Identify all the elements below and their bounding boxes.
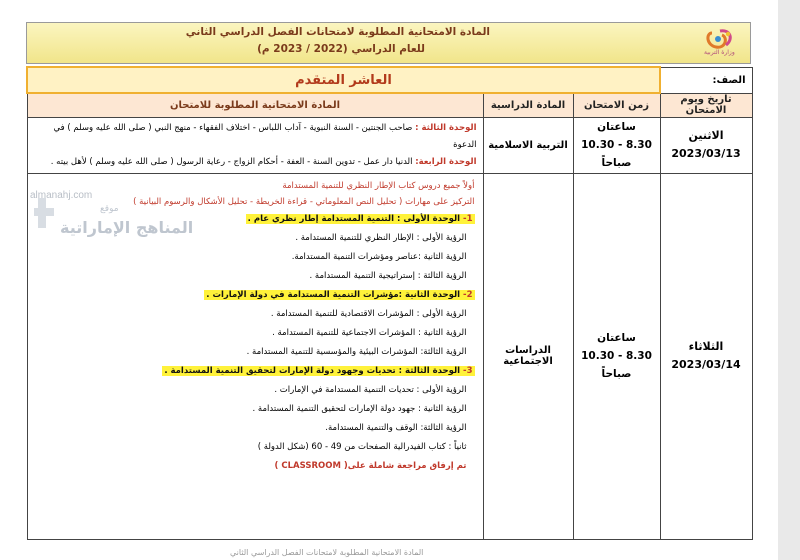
column-header-row bbox=[27, 93, 752, 117]
exam-duration: ساعتان bbox=[597, 121, 636, 133]
unit-text: الدنيا دار عمل - تدوين السنة - العفة - أحكام الزواج - رعاية الرسول ( صلى الله عليه وسلم ) لأهل بيته . bbox=[50, 156, 413, 167]
topic-line: التركيز على مهارات ( تحليل النص المعلوماتي - قراءة الخريطة - تحليل الأشكال والرسوم البيانية ) bbox=[133, 196, 475, 207]
exam-subject: التربية الاسلامية bbox=[483, 117, 573, 173]
col-date-header: تاريخ ويوم الامتحان bbox=[660, 93, 752, 117]
topic-line: أولاً جميع دروس كتاب الإطار النظري للتنمية المستدامة bbox=[282, 180, 475, 191]
topic-line: الرؤية الثانية :عناصر ومؤشرات التنمية المستدامة. bbox=[291, 251, 467, 262]
topic-line: الرؤية الثالثة: الوقف والتنمية المستدامة. bbox=[325, 422, 467, 433]
unit-line bbox=[34, 120, 477, 154]
classroom-note: تم إرفاق مراجعة شاملة على( CLASSROOM ) bbox=[274, 460, 467, 471]
grade-label: الصف: bbox=[660, 67, 752, 93]
unit-heading bbox=[34, 362, 475, 381]
unit-text: صاحب الجنتين - السنة النبوية - آداب اللباس - اختلاف الفقهاء - منهج النبي ( صلى الله عليه وسلم ) في الدعوة bbox=[53, 122, 477, 150]
exam-date-cell bbox=[660, 117, 752, 173]
topic-line: الرؤية الأولى : الإطار النظري للتنمية المستدامة . bbox=[295, 232, 467, 243]
watermark-label: موقع bbox=[100, 204, 119, 214]
exam-subject: الدراسات الاجتماعية bbox=[483, 173, 573, 539]
grade-row bbox=[27, 67, 752, 93]
col-subject-header: المادة الدراسية bbox=[483, 93, 573, 117]
ministry-logo bbox=[700, 25, 744, 61]
topic-line: الرؤية الثالثة: المؤشرات البيئية والمؤسسية للتنمية المستدامة . bbox=[246, 346, 467, 357]
header-banner bbox=[26, 22, 751, 64]
exam-topics-cell bbox=[27, 117, 483, 173]
unit-heading-text bbox=[246, 214, 475, 224]
topic-line: الرؤية الثانية : المؤشرات الاجتماعية للتنمية المستدامة . bbox=[272, 327, 467, 338]
exam-row-islamic bbox=[27, 117, 752, 173]
exam-day: الاثنين bbox=[688, 129, 724, 142]
exam-time: 8.30 - 10.30 صباحاً bbox=[581, 139, 652, 169]
topic-line: الرؤية الأولى : المؤشرات الاقتصادية للتنمية المستدامة . bbox=[270, 308, 467, 319]
topic-line: الرؤية الثانية : جهود دولة الإمارات لتحقيق التنمية المستدامة . bbox=[252, 403, 467, 414]
unit-line bbox=[34, 154, 477, 171]
logo-text: وزارة التربية bbox=[704, 49, 735, 56]
exam-date: 2023/03/14 bbox=[671, 358, 741, 371]
grade-value: العاشر المتقدم bbox=[27, 67, 660, 93]
unit-title: الوحدة الثانية :مؤشرات التنمية المستدامة في دولة الإمارات . bbox=[206, 289, 461, 300]
topic-line: الرؤية الثالثة : إستراتيجية التنمية المستدامة . bbox=[309, 270, 467, 281]
exam-time-cell bbox=[573, 173, 660, 539]
unit-number: 2- bbox=[463, 289, 473, 300]
exam-date-cell bbox=[660, 173, 752, 539]
exam-date: 2023/03/13 bbox=[671, 147, 741, 160]
unit-label: الوحدة الثالثة : bbox=[415, 122, 477, 133]
unit-label: الوحدة الرابعة: bbox=[415, 156, 477, 167]
topic-line: الرؤية الأولى : تحديات التنمية المستدامة في الإمارات . bbox=[274, 384, 467, 395]
topic-line: ثانياً : كتاب الفيدرالية الصفحات من 49 - 60 (شكل الدولة ) bbox=[257, 441, 467, 452]
unit-number: 3- bbox=[463, 365, 473, 376]
col-time-header: زمن الامتحان bbox=[573, 93, 660, 117]
header-title: المادة الامتحانية المطلوبة لامتحانات الفصل الدراسي الثاني bbox=[185, 26, 490, 38]
exam-day: الثلاثاء bbox=[688, 340, 724, 353]
footer-text: المادة الامتحانية المطلوبة لامتحانات الفصل الدراسي الثاني bbox=[230, 548, 424, 557]
exam-time-cell bbox=[573, 117, 660, 173]
header-year: للعام الدراسي (2022 / 2023 م) bbox=[257, 43, 425, 55]
exam-time: 8.30 - 10.30 صباحاً bbox=[581, 350, 652, 380]
unit-title: الوحدة الثالثة : تحديات وجهود دولة الإمارات لتحقيق التنمية المستدامة . bbox=[164, 365, 461, 376]
viewer-margin bbox=[778, 0, 800, 560]
watermark-title: المناهج الإماراتية bbox=[60, 218, 194, 237]
unit-heading-text bbox=[204, 290, 474, 300]
col-required-header: المادة الامتحانية المطلوبة للامتحان bbox=[27, 93, 483, 117]
exam-schedule-table bbox=[26, 66, 753, 540]
watermark-site: almanahj.com bbox=[30, 190, 93, 201]
unit-number: 1- bbox=[463, 213, 473, 224]
exam-duration: ساعتان bbox=[597, 332, 636, 344]
unit-title: الوحدة الأولى : التنمية المستدامة إطار نظري عام . bbox=[247, 213, 461, 224]
unit-heading bbox=[34, 286, 475, 305]
unit-heading-text bbox=[162, 366, 474, 376]
